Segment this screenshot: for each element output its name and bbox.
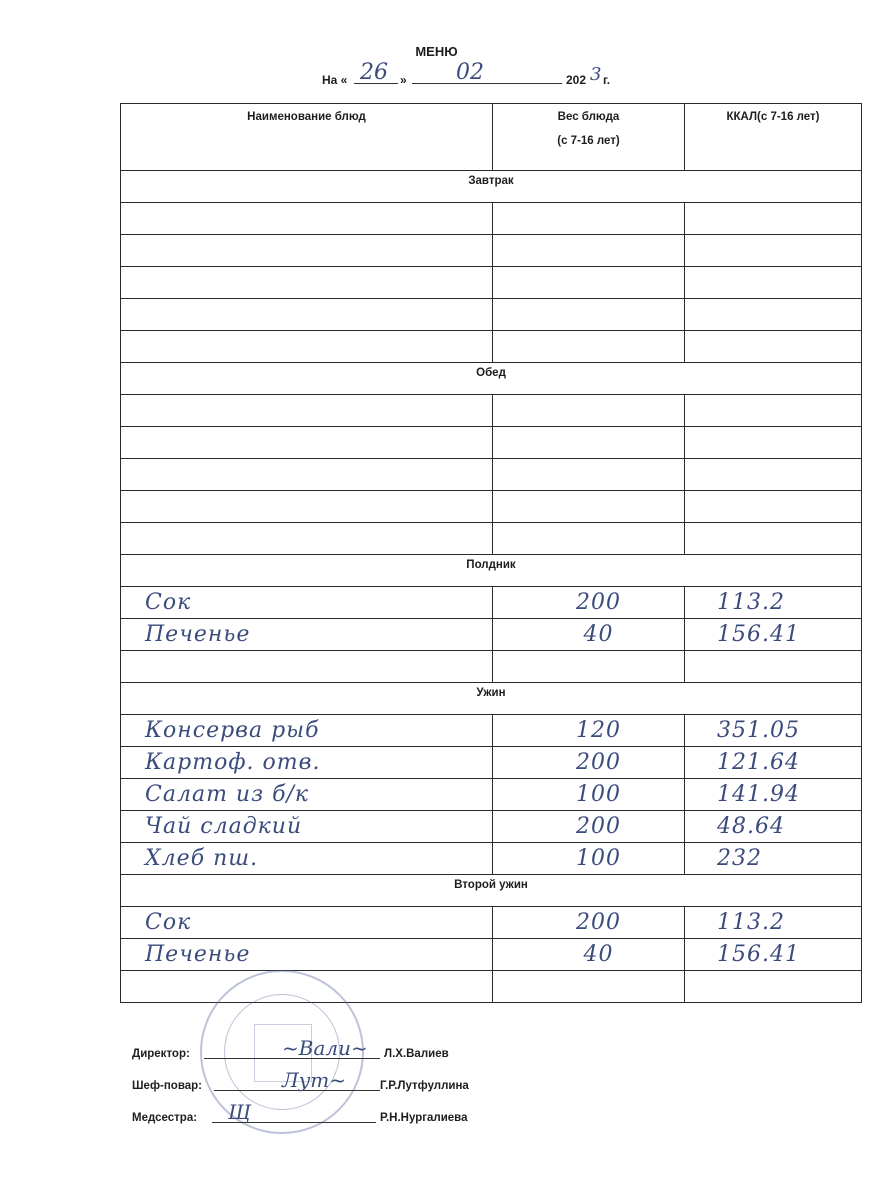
dish-weight: 100 (576, 846, 621, 871)
table-header-row (121, 104, 862, 171)
dish-weight: 200 (576, 750, 621, 775)
table-row (121, 715, 862, 747)
dish-name: Консерва рыб (145, 718, 320, 743)
document-title: МЕНЮ (415, 44, 458, 59)
handwritten-signature-icon: ~Вали~ (282, 1036, 368, 1060)
table-row (121, 203, 862, 235)
year-digit: 3 (590, 64, 602, 85)
date-month: 02 (456, 60, 484, 85)
dish-weight: 200 (576, 590, 621, 615)
year-suffix: г. (603, 73, 611, 87)
table-row (121, 299, 862, 331)
table-row (121, 587, 862, 619)
signature-role: Шеф-повар: (132, 1080, 202, 1092)
dish-kcal: 232 (717, 846, 762, 871)
dish-weight: 40 (583, 942, 614, 967)
dish-kcal: 156.41 (717, 622, 800, 647)
signature-role: Директор: (132, 1048, 190, 1060)
menu-date (322, 60, 642, 93)
table-row (121, 235, 862, 267)
signature-name: Л.Х.Валиев (384, 1048, 449, 1060)
signature-name: Р.Н.Нургалиева (380, 1112, 468, 1124)
dish-name: Хлеб пш. (145, 846, 259, 871)
dish-weight: 120 (576, 718, 621, 743)
dish-name: Салат из б/к (145, 782, 310, 807)
table-row (121, 811, 862, 843)
dish-weight: 200 (576, 814, 621, 839)
table-row (121, 939, 862, 971)
section-breakfast: Завтрак (121, 171, 862, 203)
dish-name: Сок (145, 590, 192, 615)
section-dinner: Ужин (121, 683, 862, 715)
dish-kcal: 141.94 (717, 782, 800, 807)
col-header-dish: Наименование блюд (121, 104, 493, 171)
dish-name: Сок (145, 910, 192, 935)
dish-kcal: 121.64 (717, 750, 800, 775)
date-prefix: На « (322, 73, 348, 87)
table-row (121, 747, 862, 779)
dish-kcal: 113.2 (717, 910, 785, 935)
table-row (121, 331, 862, 363)
dish-weight: 40 (583, 622, 614, 647)
dish-weight: 200 (576, 910, 621, 935)
table-row (121, 395, 862, 427)
dish-kcal: 156.41 (717, 942, 800, 967)
table-row (121, 651, 862, 683)
section-lunch: Обед (121, 363, 862, 395)
table-row (121, 619, 862, 651)
table-row (121, 267, 862, 299)
date-day: 26 (360, 60, 388, 85)
handwritten-signature-icon: Щ (228, 1100, 251, 1124)
table-row (121, 427, 862, 459)
table-row (121, 459, 862, 491)
table-row (121, 907, 862, 939)
dish-kcal: 113.2 (717, 590, 785, 615)
table-row (121, 523, 862, 555)
col-header-kcal: ККАЛ(с 7-16 лет) (685, 104, 862, 171)
dish-kcal: 48.64 (717, 814, 785, 839)
table-row (121, 843, 862, 875)
dish-name: Чай сладкий (145, 814, 303, 839)
dish-weight: 100 (576, 782, 621, 807)
year-prefix: 202 (566, 73, 587, 87)
signature-role: Медсестра: (132, 1112, 198, 1124)
table-row (121, 779, 862, 811)
month-underline (412, 83, 562, 84)
dish-name: Картоф. отв. (145, 750, 321, 775)
signature-chef (132, 1068, 552, 1094)
dish-name: Печенье (145, 942, 251, 967)
section-second-dinner: Второй ужин (121, 875, 862, 907)
section-snack: Полдник (121, 555, 862, 587)
menu-table (120, 103, 862, 1003)
dish-kcal: 351.05 (717, 718, 800, 743)
signature-nurse (132, 1100, 552, 1126)
table-row (121, 491, 862, 523)
dish-name: Печенье (145, 622, 251, 647)
handwritten-signature-icon: Лут~ (282, 1068, 347, 1092)
signature-name: Г.Р.Лутфуллина (380, 1080, 469, 1092)
date-mid: » (400, 73, 407, 87)
signature-director (132, 1036, 552, 1062)
col-header-weight: Вес блюда (с 7-16 лет) (493, 104, 685, 171)
